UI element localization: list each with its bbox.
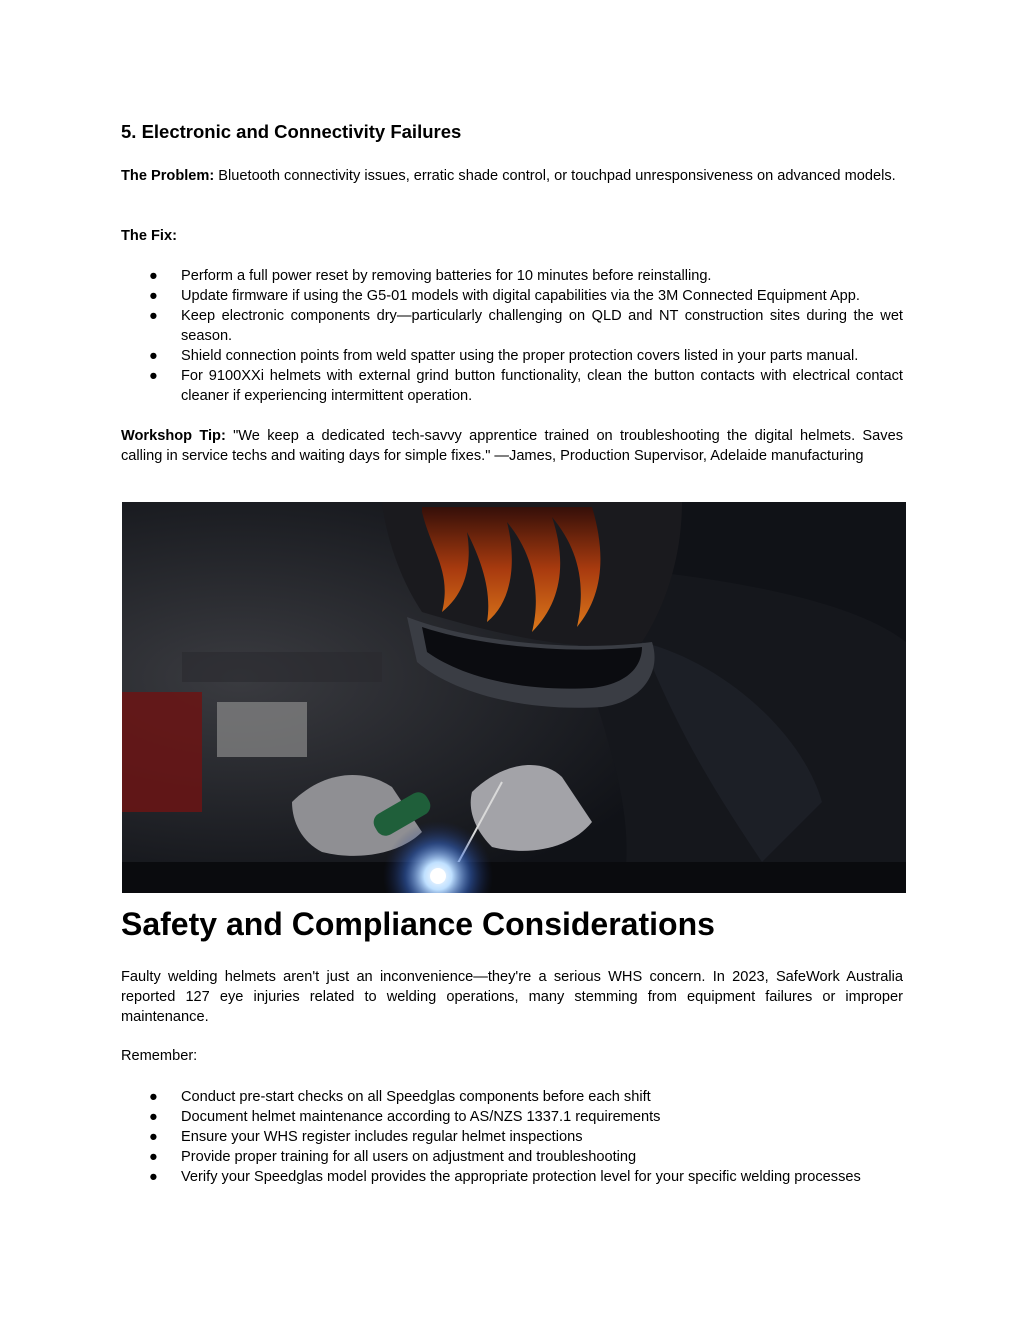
list-item bbox=[121, 306, 903, 346]
list-item bbox=[121, 286, 903, 306]
tip-text: "We keep a dedicated tech-savvy apprentice trained on troubleshooting the digital helmets. Saves calling in service techs and waiting days for simple fixes." —James, Production Supervisor, Adelaide manufacturing bbox=[121, 428, 903, 464]
list-item-text: Perform a full power reset by removing batteries for 10 minutes before reinstalling. bbox=[181, 268, 712, 284]
tip-label: Workshop Tip: bbox=[121, 428, 226, 444]
safety-heading: Safety and Compliance Considerations bbox=[121, 906, 715, 942]
list-item bbox=[121, 346, 903, 366]
list-item-text: Update firmware if using the G5-01 models with digital capabilities via the 3M Connected Equipment App. bbox=[181, 288, 860, 304]
bullet-icon: ● bbox=[149, 1109, 158, 1125]
bullet-icon: ● bbox=[149, 1089, 158, 1105]
bullet-icon: ● bbox=[149, 1169, 158, 1185]
section-heading: 5. Electronic and Connectivity Failures bbox=[121, 121, 462, 142]
bullet-icon: ● bbox=[149, 368, 158, 384]
list-item bbox=[121, 1087, 903, 1107]
bullet-icon: ● bbox=[149, 348, 158, 364]
problem-text: Bluetooth connectivity issues, erratic shade control, or touchpad unresponsiveness on advanced models. bbox=[214, 168, 896, 184]
list-item-text: Provide proper training for all users on adjustment and troubleshooting bbox=[181, 1149, 637, 1165]
bullet-icon: ● bbox=[149, 308, 158, 324]
welder-image bbox=[122, 502, 906, 893]
bullet-icon: ● bbox=[149, 1129, 158, 1145]
safety-list bbox=[121, 1087, 903, 1187]
list-item bbox=[121, 1127, 903, 1147]
list-item-text: For 9100XXi helmets with external grind button functionality, clean the button contacts with electrical contact cleaner if experiencing intermittent operation. bbox=[181, 368, 903, 404]
list-item bbox=[121, 366, 903, 406]
fix-label bbox=[121, 226, 903, 246]
list-item bbox=[121, 1147, 903, 1167]
list-item-text: Keep electronic components dry—particularly challenging on QLD and NT construction sites during the wet season. bbox=[181, 308, 903, 344]
safety-intro: Faulty welding helmets aren't just an inconvenience—they're a serious WHS concern. In 2023, SafeWork Australia reported 127 eye injuries related to welding operations, many stemming from equipment failures or improper maintenance. bbox=[121, 969, 903, 1025]
list-item-text: Verify your Speedglas model provides the appropriate protection level for your specific welding processes bbox=[181, 1169, 861, 1185]
list-item-text: Document helmet maintenance according to AS/NZS 1337.1 requirements bbox=[181, 1109, 661, 1125]
problem-paragraph bbox=[121, 166, 903, 186]
bullet-icon: ● bbox=[149, 268, 158, 284]
list-item-text: Ensure your WHS register includes regular helmet inspections bbox=[181, 1129, 583, 1145]
welder-photo bbox=[122, 502, 906, 893]
workshop-tip bbox=[121, 426, 903, 466]
list-item-text: Conduct pre-start checks on all Speedglas components before each shift bbox=[181, 1089, 651, 1105]
bullet-icon: ● bbox=[149, 288, 158, 304]
problem-label: The Problem: bbox=[121, 168, 215, 184]
remember-label: Remember: bbox=[121, 1048, 198, 1064]
list-item-text: Shield connection points from weld spatter using the proper protection covers listed in your parts manual. bbox=[181, 348, 859, 364]
list-item bbox=[121, 1167, 903, 1187]
fix-label-text: The Fix: bbox=[121, 228, 177, 244]
list-item bbox=[121, 1107, 903, 1127]
bullet-icon: ● bbox=[149, 1149, 158, 1165]
list-item bbox=[121, 266, 903, 286]
fix-list bbox=[121, 266, 903, 406]
